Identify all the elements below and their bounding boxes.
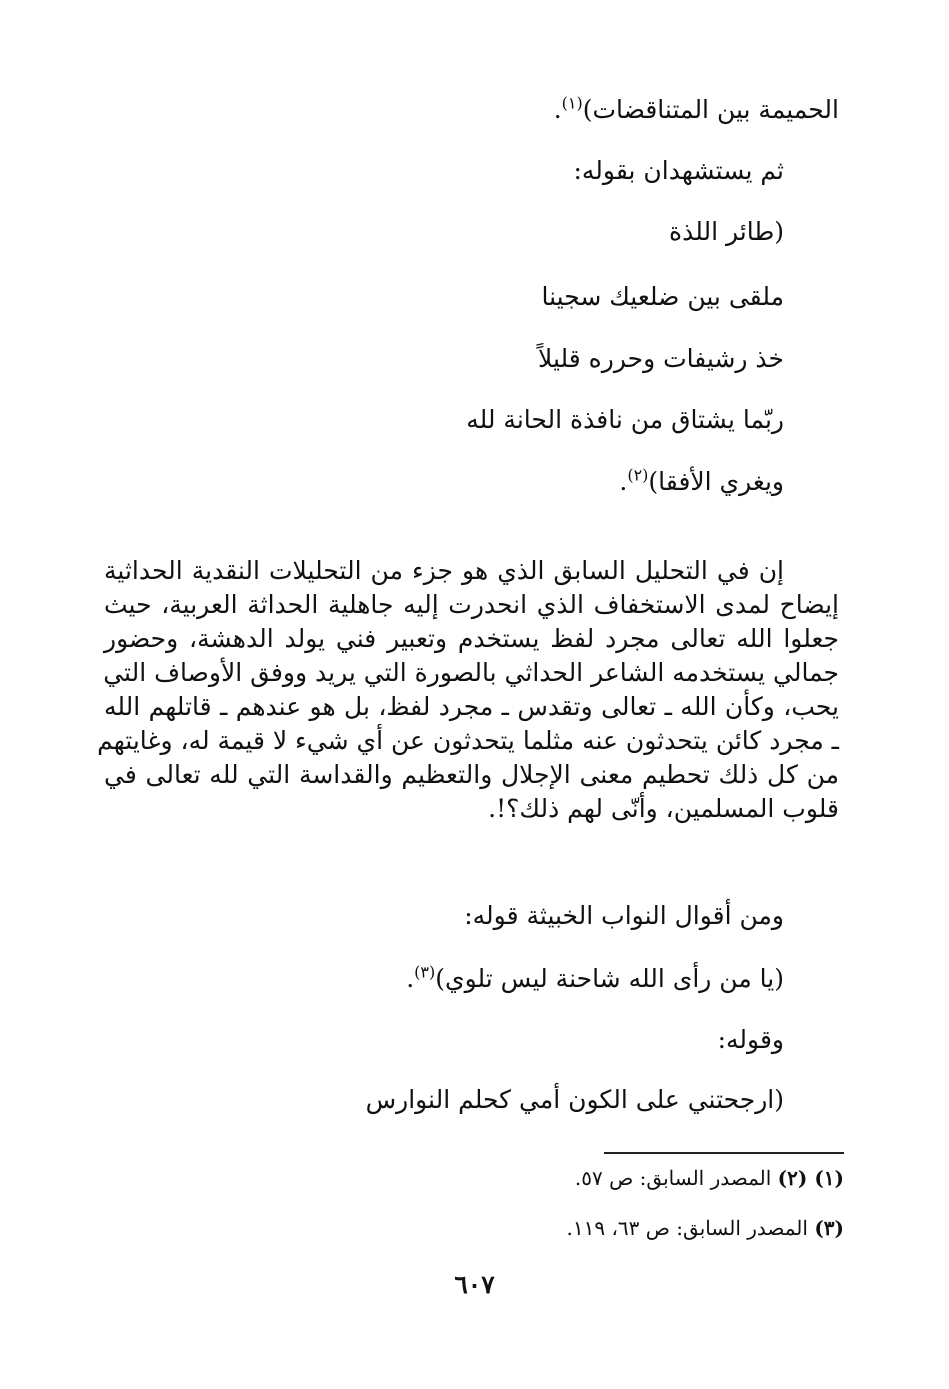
line-end: . bbox=[406, 964, 415, 993]
paragraph-line: من كل ذلك تحطيم معنى الإجلال والتعظيم والقداسة التي لله تعالى في bbox=[104, 760, 839, 789]
footnote-marker: (٢) bbox=[627, 465, 649, 485]
line-end: . bbox=[553, 95, 562, 124]
text-line bbox=[718, 1024, 784, 1056]
line-text: (ارجحتني على الكون أمي كحلم النوارس bbox=[365, 1085, 784, 1114]
footnote bbox=[567, 1214, 844, 1242]
paragraph-line: جمالي يستخدمه الشاعر الحداثي بالصورة التي يريد ووفق الأوصاف التي bbox=[103, 658, 839, 687]
verse-line bbox=[406, 963, 784, 995]
paragraph-line: يحب، وكأن الله ـ تعالى وتقدس ـ مجرد لفظ، بل هو عندهم ـ قاتلهم الله bbox=[104, 692, 839, 721]
verse-line bbox=[669, 216, 784, 248]
paragraph-line: ـ مجرد كائن يتحدثون عنه مثلما يتحدثون عن أي شيء لا قيمة له، وغايتهم bbox=[97, 726, 839, 755]
verse-line bbox=[542, 281, 785, 313]
text-line bbox=[573, 155, 784, 187]
line-text: ثم يستشهدان بقوله: bbox=[573, 156, 784, 185]
footnote-text: المصدر السابق: ص ٥٧. bbox=[574, 1166, 772, 1190]
footnote bbox=[575, 1164, 844, 1192]
verse-line bbox=[366, 1084, 784, 1116]
line-text: ومن أقوال النواب الخبيثة قوله: bbox=[464, 901, 784, 930]
paragraph-line: إيضاح لمدى الاستخفاف الذي انحدرت إليه جاهلية الحداثة العربية، حيث bbox=[104, 590, 839, 619]
line-text: ربّما يشتاق من نافذة الحانة لله bbox=[466, 405, 784, 434]
footnote-divider bbox=[604, 1152, 844, 1154]
paragraph-line: إن في التحليل السابق الذي هو جزء من التحليلات النقدية الحداثية bbox=[104, 556, 784, 585]
verse-line bbox=[466, 404, 784, 436]
line-text: ويغري الأفقا) bbox=[648, 467, 784, 496]
text-line bbox=[554, 94, 839, 126]
line-text: ملقى بين ضلعيك سجينا bbox=[541, 282, 784, 311]
verse-line bbox=[619, 466, 784, 498]
verse-line bbox=[538, 343, 784, 375]
line-text: (طائر اللذة bbox=[668, 217, 784, 246]
page-number: ٦٠٧ bbox=[454, 1270, 495, 1299]
line-end: . bbox=[619, 467, 628, 496]
footnote-text: المصدر السابق: ص ٦٣، ١١٩. bbox=[566, 1216, 808, 1240]
footnote-number: (١) (٢) bbox=[777, 1166, 844, 1190]
footnote-number: (٣) bbox=[814, 1216, 844, 1240]
footnote-marker: (٣) bbox=[414, 962, 436, 982]
paragraph-line: قلوب المسلمين، وأنّى لهم ذلك؟!. bbox=[488, 794, 839, 823]
body-paragraph bbox=[97, 554, 839, 826]
line-text: الحميمة بين المتناقضات) bbox=[582, 95, 839, 124]
text-line bbox=[464, 900, 784, 932]
line-text: وقوله: bbox=[717, 1025, 784, 1054]
line-text: خذ رشيفات وحرره قليلاً bbox=[538, 344, 784, 373]
footnote-marker: (١) bbox=[561, 93, 583, 113]
line-text: (يا من رأى الله شاحنة ليس تلوي) bbox=[435, 964, 784, 993]
paragraph-line: جعلوا الله تعالى مجرد لفظ يستخدم وتعبير فني يولد الدهشة، وحضور bbox=[104, 624, 839, 653]
